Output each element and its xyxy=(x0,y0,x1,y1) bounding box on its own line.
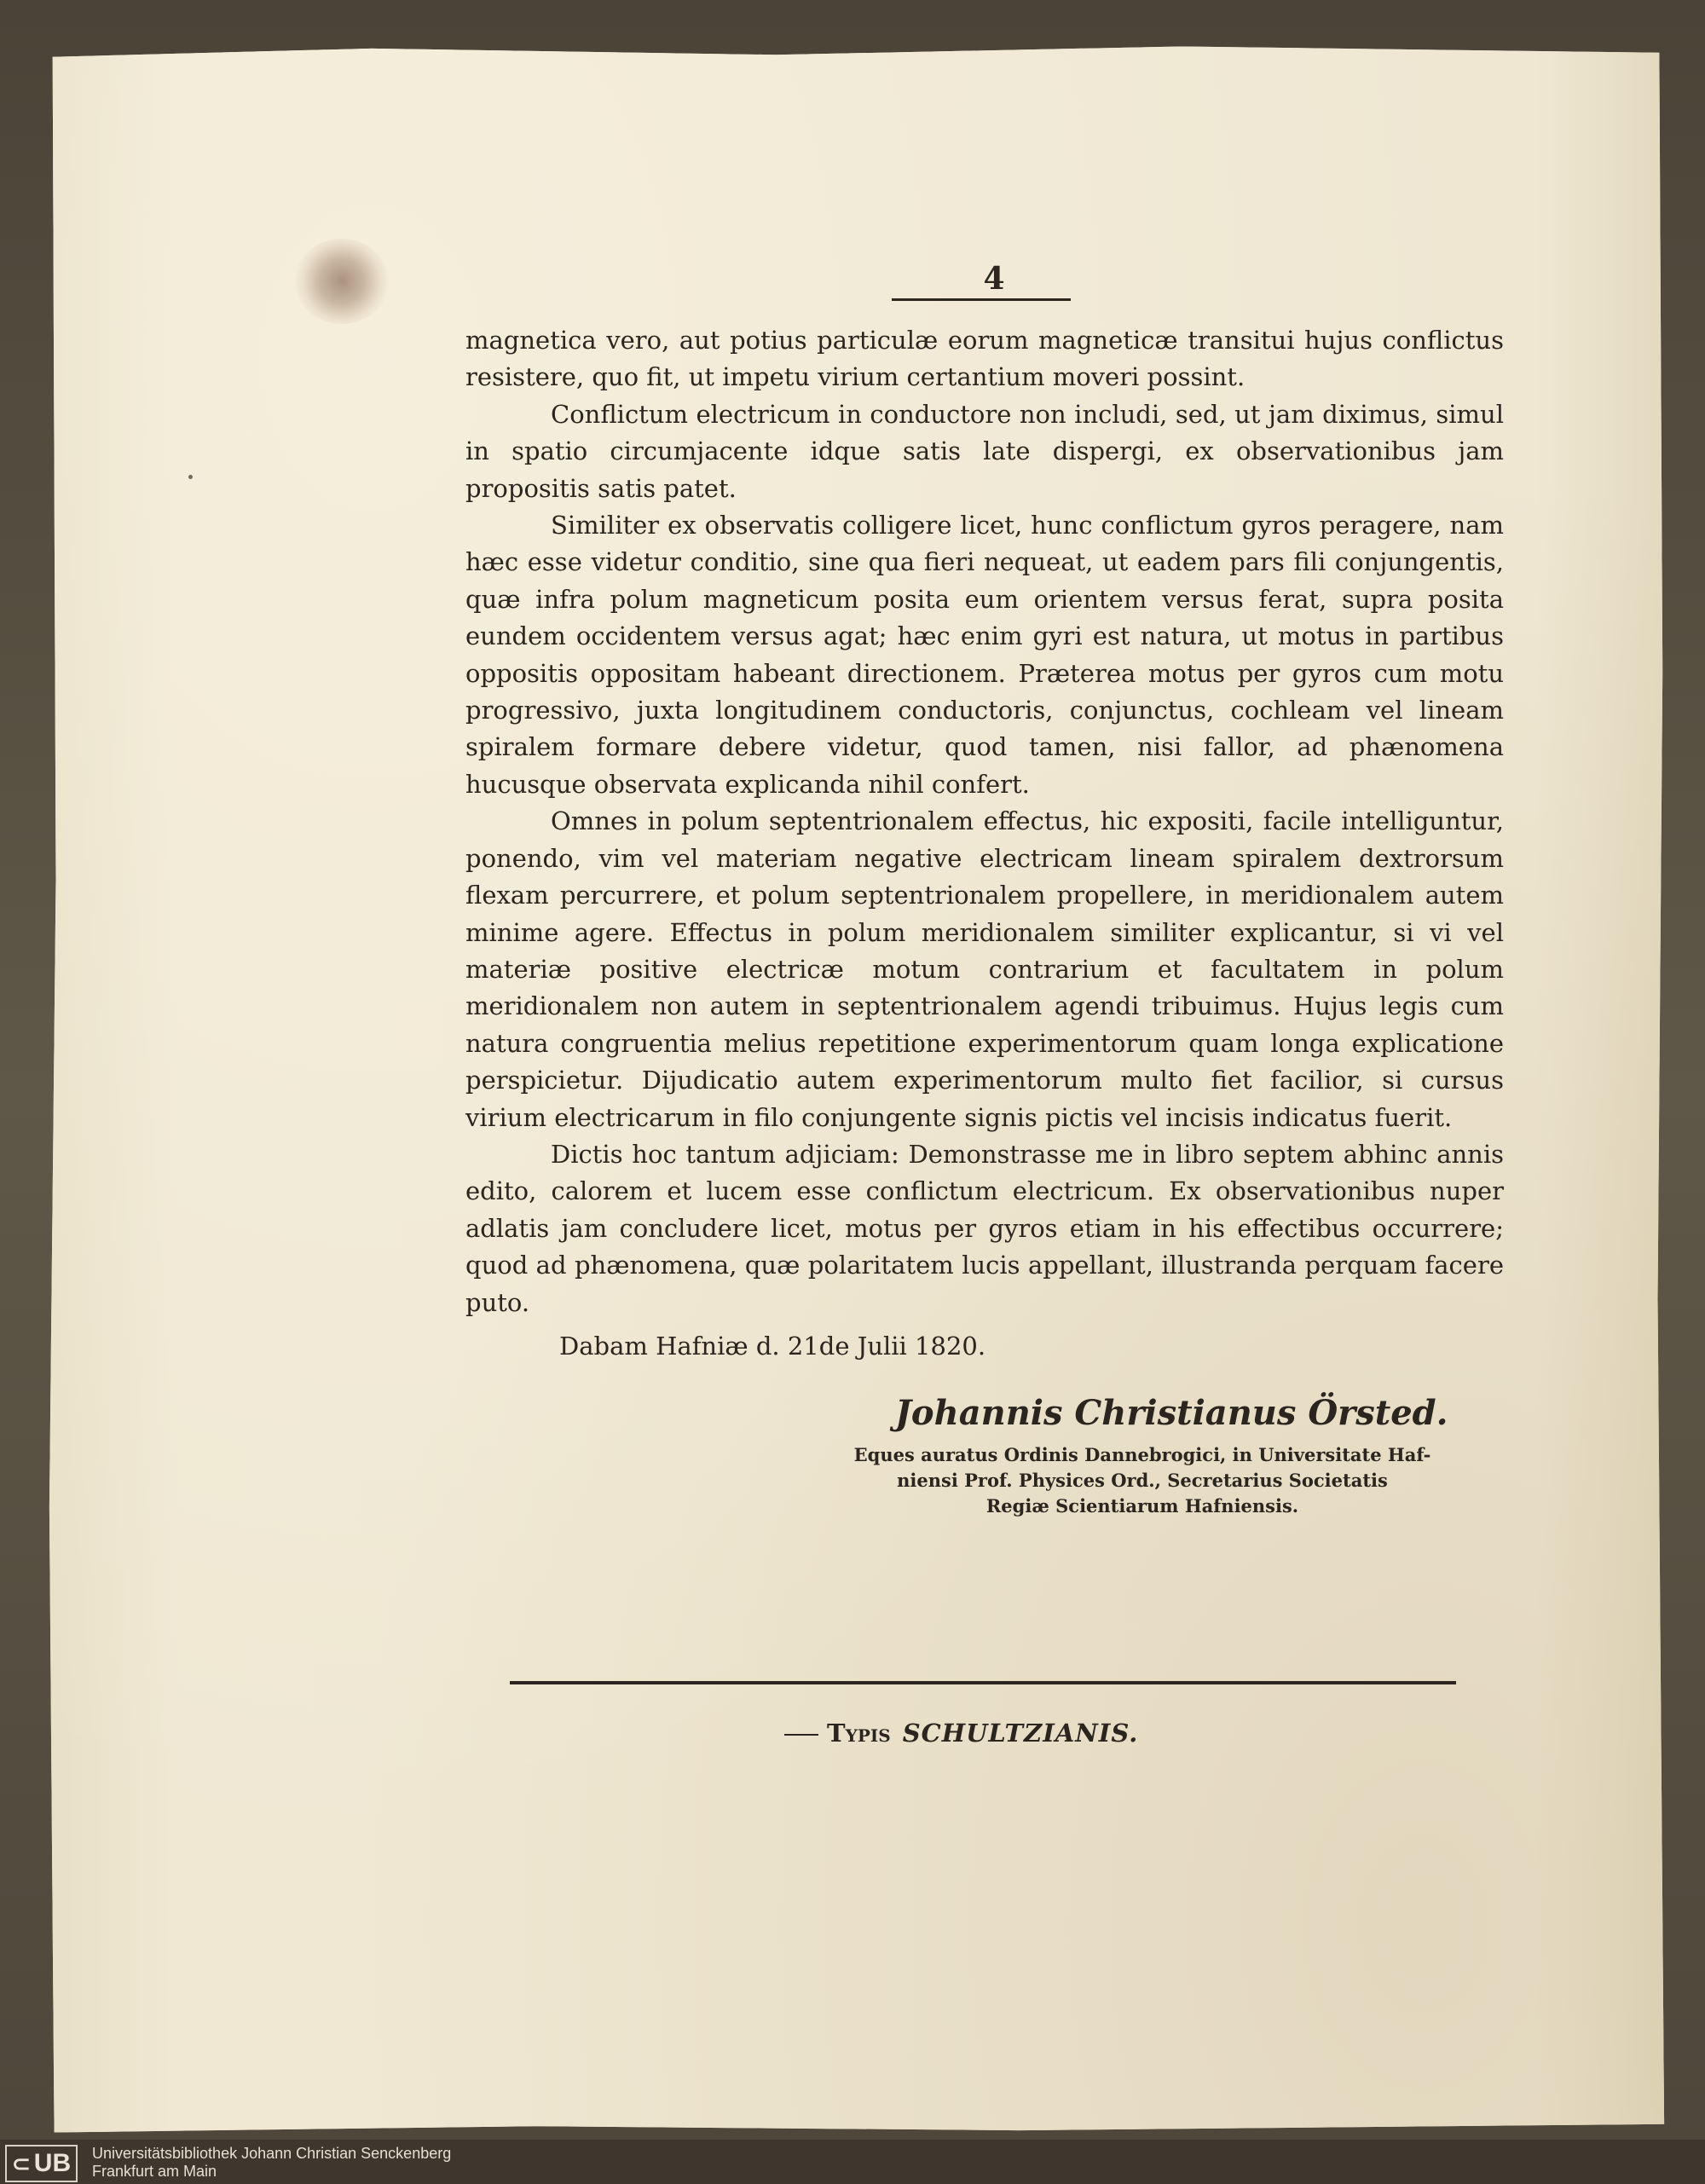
imprint-printer: SCHULTZIANIS. xyxy=(902,1719,1139,1748)
signature: Johannis Christianus Örsted. xyxy=(895,1393,1448,1433)
library-name-line: Universitätsbibliothek Johann Christian Senckenberg xyxy=(92,2145,452,2162)
library-name-line: Frankfurt am Main xyxy=(92,2163,217,2180)
library-logo xyxy=(5,2145,78,2182)
body-text xyxy=(465,322,1504,1321)
paragraph: Dictis hoc tantum adjiciam: Demonstrasse me in libro septem abhinc annis edito, calorem et lucem esse conflictum electricum. Ex observationibus nuper adlatis jam concludere licet, motus per gyros etiam in his effectibus occurrere; quod ad phænomena, quæ polaritatem lucis appellant, illustranda perquam facere puto. xyxy=(465,1139,1504,1317)
paragraph: Similiter ex observatis colligere licet, hunc conflictum gyros peragere, nam hæc esse videtur conditio, sine qua fieri nequeat, ut eadem pars fili conjungentis, quæ infra polum magneticum posita eum orientem versus ferat, supra posita eundem occidentem versus agat; hæc enim gyri est natura, ut motus in partibus oppositis oppositam habeant directionem. Præterea motus per gyros cum motu progressivo, juxta longitudinem conductoris, conjunctus, cochleam vel lineam spiralem formare debere videtur, quod tamen, nisi fallor, ad phænomena hucusque observata explicanda nihil confert. xyxy=(465,511,1504,799)
page-number-rule xyxy=(892,298,1071,301)
imprint-typis: Typis xyxy=(827,1719,891,1748)
library-name xyxy=(92,2145,451,2181)
bottom-rule xyxy=(510,1681,1456,1684)
paragraph: Omnes in polum septentrionalem effectus, hic expositi, facile intelliguntur, ponendo, vim vel materiam negative electricam lineam spiralem dextrorsum flexam percurrere, et polum septentrionalem propellere, in meridionalem autem minime agere. Effectus in polum meridionalem similiter explicantur, si vi vel materiæ positive electricæ motum contrarium et facultatem in polum meridionalem non autem in septentrionalem agendi tribuimus. Hujus legis cum natura congruentia melius repetitione experimentorum quam longa explicatione perspicietur. Dijudicatio autem experimentorum multo fiet facilior, si cursus virium electricarum in filo conjungente signis pictis vel incisis indicatus fuerit. xyxy=(465,806,1504,1132)
imprint-dash xyxy=(784,1734,818,1736)
paper-speck xyxy=(188,475,193,479)
author-credentials xyxy=(835,1442,1449,1519)
printer-imprint xyxy=(784,1719,1138,1748)
page-number: 4 xyxy=(983,261,1005,297)
ink-stain xyxy=(295,239,389,324)
library-logo-icon: ⊂ xyxy=(12,2150,31,2176)
credentials-line: niensi Prof. Physices Ord., Secretarius Societatis xyxy=(897,1470,1388,1491)
dateline: Dabam Hafniæ d. 21de Julii 1820. xyxy=(559,1332,986,1361)
paragraph: Conflictum electricum in conductore non includi, sed, ut jam diximus, simul in spatio circumjacente idque satis late dispergi, ex observationibus jam propositis satis patet. xyxy=(465,399,1504,503)
paragraph: magnetica vero, aut potius particulæ eorum magneticæ transitui hujus conflictus resistere, quo fit, ut impetu virium certantium moveri possint. xyxy=(465,326,1504,392)
credentials-line: Regiæ Scientiarum Hafniensis. xyxy=(985,1495,1299,1517)
credentials-line: Eques auratus Ordinis Dannebrogici, in Universitate Haf- xyxy=(853,1444,1431,1465)
library-logo-text: UB xyxy=(33,2149,72,2177)
